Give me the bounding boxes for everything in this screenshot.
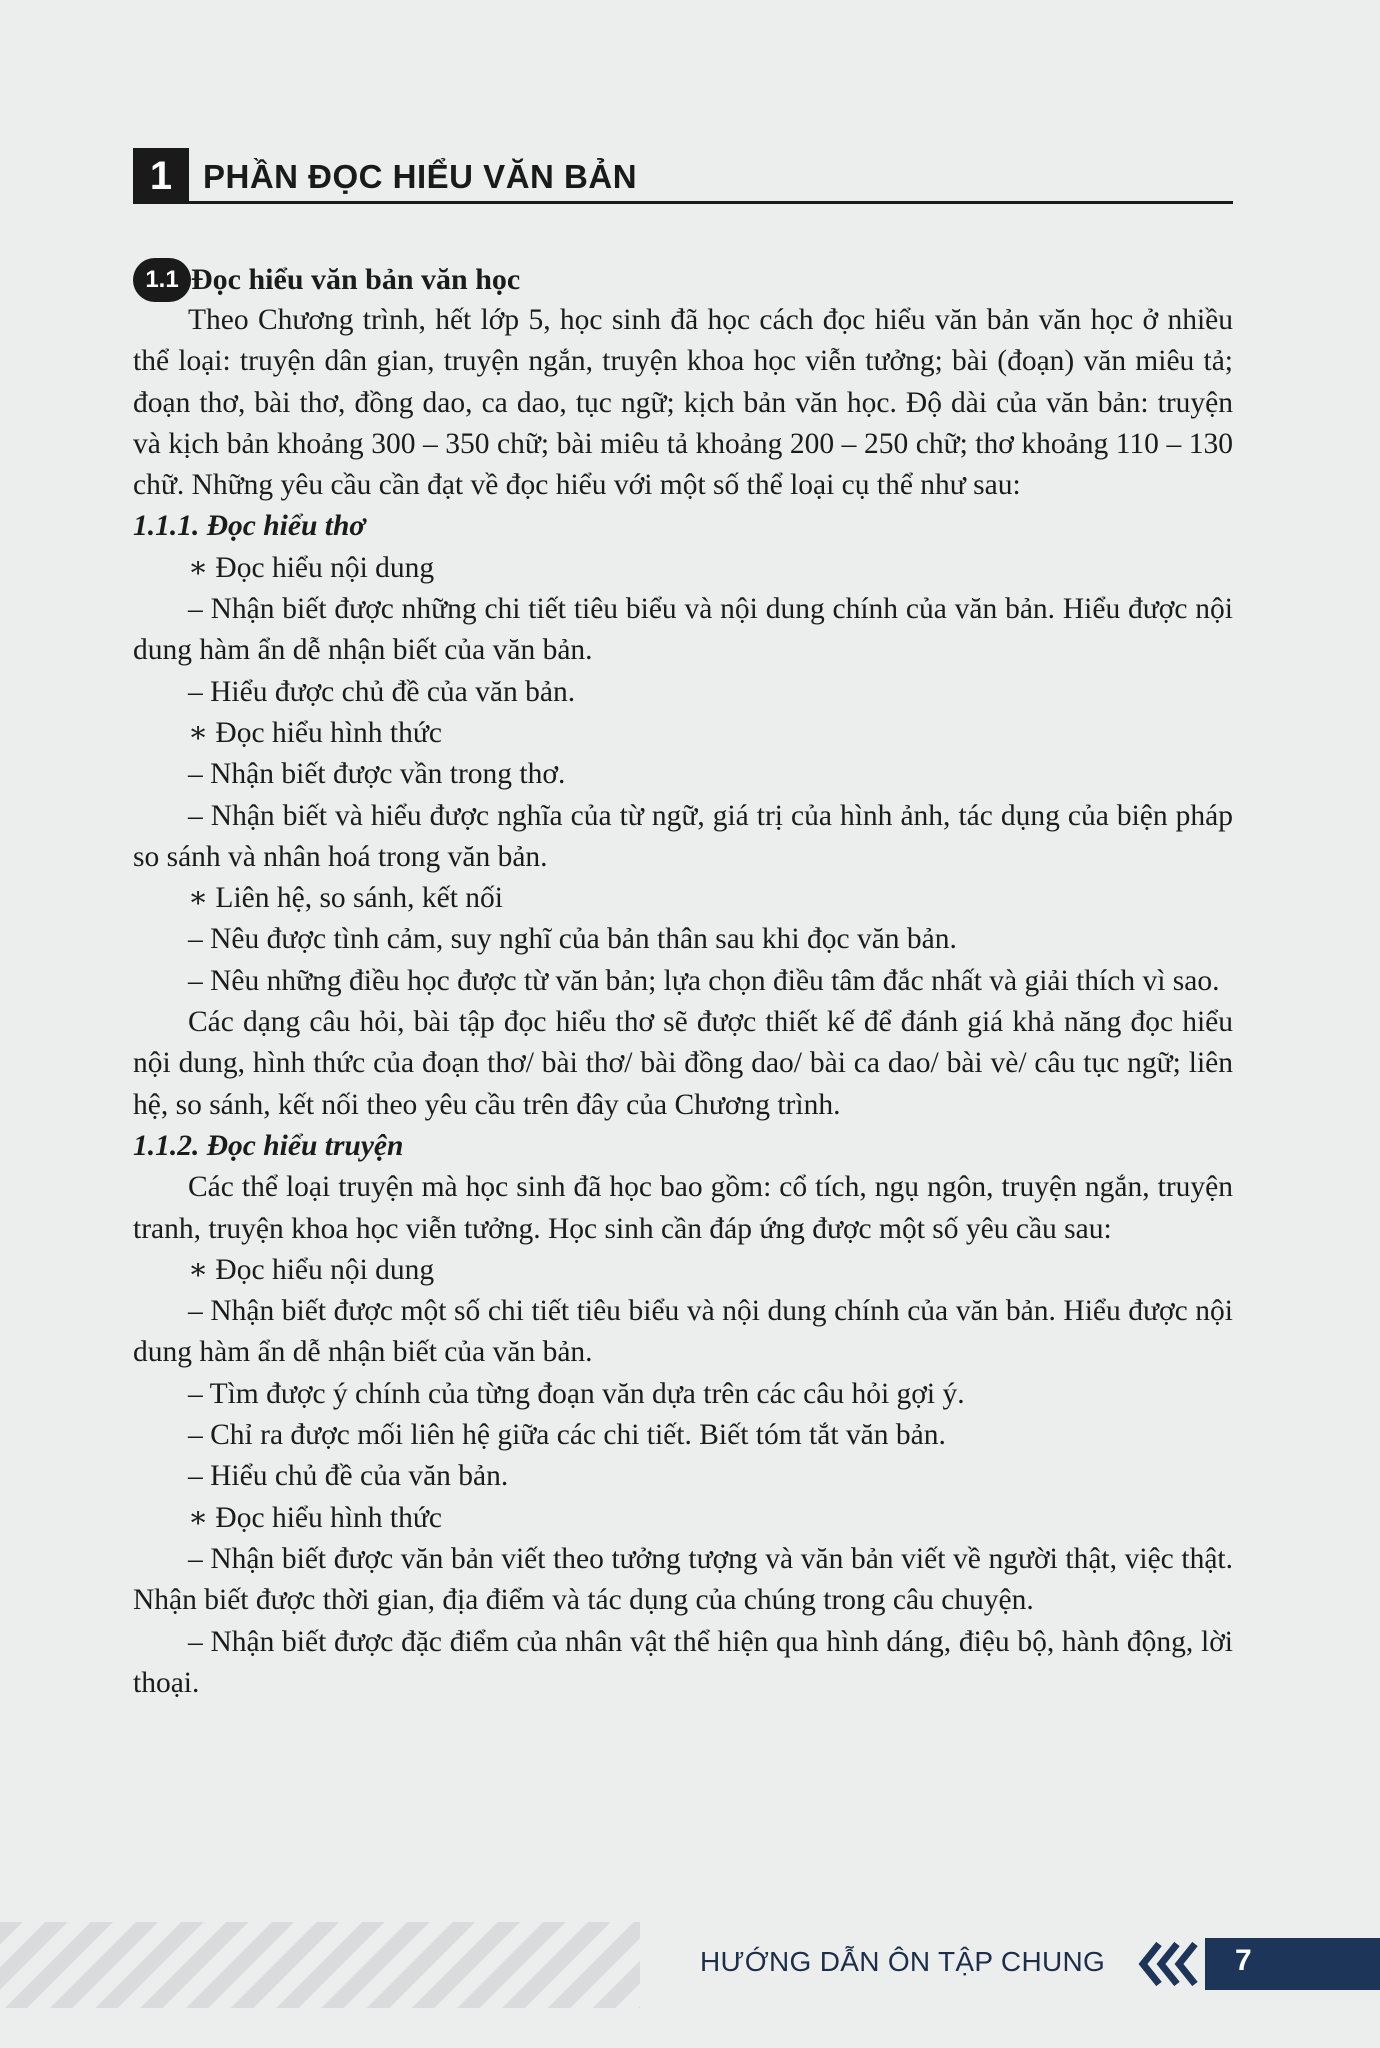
- bullet-heading: ∗ Đọc hiểu nội dung: [188, 1253, 435, 1286]
- paragraph: – Nhận biết được đặc điểm của nhân vật thể hiện qua hình dáng, điệu bộ, hành động, lời thoại.: [133, 1625, 1233, 1699]
- paragraph: – Nêu những điều học được từ văn bản; lựa chọn điều tâm đắc nhất và giải thích vì sao.: [188, 964, 1220, 997]
- section-number-badge: 1.1: [133, 258, 191, 302]
- chapter-underline: [189, 201, 1233, 204]
- paragraph: – Nhận biết được văn bản viết theo tưởng tượng và văn bản viết về người thật, việc thật. Nhận biết được thời gian, địa điểm và tác dụng của chúng trong câu chuyện.: [133, 1542, 1233, 1617]
- paragraph: – Nhận biết được vần trong thơ.: [188, 758, 566, 791]
- subsection-heading: 1.1.1. Đọc hiểu thơ: [133, 510, 366, 543]
- chapter-title: PHẦN ĐỌC HIỂU VĂN BẢN: [203, 158, 638, 195]
- bullet-heading: ∗ Liên hệ, so sánh, kết nối: [188, 882, 503, 915]
- chapter-heading: [133, 148, 1233, 204]
- bullet-heading: ∗ Đọc hiểu hình thức: [188, 1501, 442, 1534]
- bullet-heading: ∗ Đọc hiểu nội dung: [188, 551, 435, 584]
- paragraph: – Nhận biết và hiểu được nghĩa của từ ngữ, giá trị của hình ảnh, tác dụng của biện pháp so sánh và nhân hoá trong văn bản.: [133, 799, 1233, 873]
- paragraph: Theo Chương trình, hết lớp 5, học sinh đã học cách đọc hiểu văn bản văn học ở nhiều thể loại: truyện dân gian, truyện ngắn, truyện khoa học viễn tưởng; bài (đoạn) văn miêu tả; đoạn thơ, bài thơ, đồng dao, ca dao, tục ngữ; kịch bản văn học. Độ dài của văn bản: truyện và kịch bản khoảng 300 – 350 chữ; bài miêu tả khoảng 200 – 250 chữ; thơ khoảng 110 – 130 chữ. Những yêu cầu cần đạt về đọc hiểu với một số thể loại cụ thể như sau:: [133, 304, 1233, 502]
- paragraph: Các thể loại truyện mà học sinh đã học bao gồm: cổ tích, ngụ ngôn, truyện ngắn, truyện tranh, truyện khoa học viễn tưởng. Học sinh cần đáp ứng được một số yêu cầu sau:: [133, 1171, 1233, 1245]
- paragraph: – Hiểu chủ đề của văn bản.: [188, 1460, 509, 1493]
- paragraph: – Nêu được tình cảm, suy nghĩ của bản thân sau khi đọc văn bản.: [188, 923, 957, 956]
- paragraph: – Nhận biết được một số chi tiết tiêu biểu và nội dung chính của văn bản. Hiểu được nội dung hàm ẩn dễ nhận biết của văn bản.: [133, 1295, 1233, 1369]
- page-footer: [0, 1922, 1380, 2008]
- subsection-heading: 1.1.2. Đọc hiểu truyện: [133, 1129, 404, 1162]
- chapter-number: 1: [133, 148, 189, 204]
- running-footer-title: HƯỚNG DẪN ÔN TẬP CHUNG: [700, 1946, 1106, 1977]
- paragraph: – Hiểu được chủ đề của văn bản.: [188, 675, 576, 708]
- section-title: Đọc hiểu văn bản văn học: [191, 263, 521, 296]
- bullet-heading: ∗ Đọc hiểu hình thức: [188, 716, 442, 749]
- paragraph: – Nhận biết được những chi tiết tiêu biểu và nội dung chính của văn bản. Hiểu được nội dung hàm ẩn dễ nhận biết của văn bản.: [133, 593, 1233, 667]
- body-text: [133, 300, 1233, 1704]
- paragraph: Các dạng câu hỏi, bài tập đọc hiểu thơ sẽ được thiết kế để đánh giá khả năng đọc hiểu nội dung, hình thức của đoạn thơ/ bài thơ/ bài đồng dao/ bài ca dao/ bài vè/ câu tục ngữ; liên hệ, so sánh, kết nối theo yêu cầu trên đây của Chương trình.: [133, 1006, 1233, 1121]
- page-number-box: [1205, 1938, 1380, 1990]
- double-chevron-left-icon: [1135, 1940, 1205, 1988]
- paragraph: – Chỉ ra được mối liên hệ giữa các chi tiết. Biết tóm tắt văn bản.: [188, 1419, 946, 1452]
- paragraph: – Tìm được ý chính của từng đoạn văn dựa trên các câu hỏi gợi ý.: [188, 1377, 965, 1410]
- page-number: 7: [1235, 1944, 1252, 1977]
